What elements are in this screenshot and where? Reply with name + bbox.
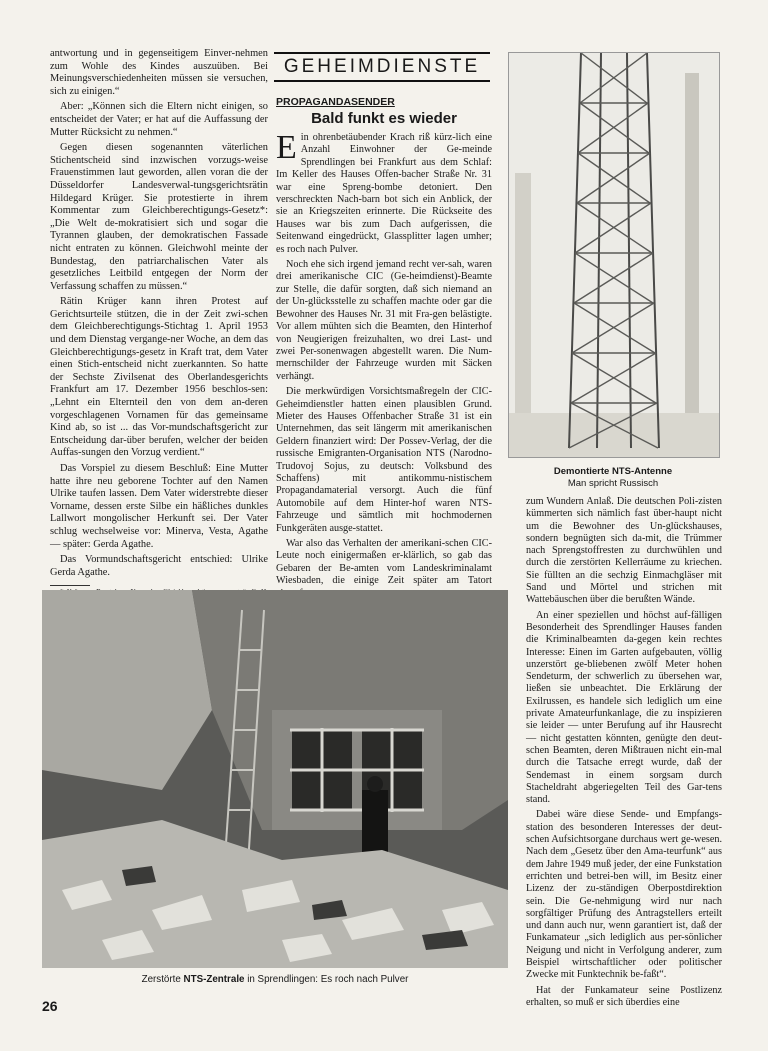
article-paragraph: War also das Verhalten der amerikani-schen CIC-Leute noch einigermaßen er-klärlich, so gab das Gebaren der Be-amten vom Landeskriminalamt Wiesbaden, die einige Zeit später am Tatort — [276, 538, 492, 587]
left-paragraph: Das Vorspiel zu diesem Beschluß: Eine Mutter hatte ihre neu geborene Tochter auf den Namen Ulrike taufen lassen. Dem Vater widerstrebte dieser Vorname, dessen erste Silbe ein häßliches dunkles Lallwort mongolischer Herkunft sei. Der Vater schlug wechselweise vor: Minerva, Vesta, Agathe — später: Gerda Agathe. — [50, 463, 268, 550]
house-caption-bold: NTS-Zentrale — [183, 974, 245, 985]
left-column — [50, 48, 268, 617]
article-headline: Bald funkt es wieder — [311, 110, 457, 127]
house-caption-post: in Sprendlingen: Es roch nach Pulver — [244, 974, 409, 985]
article-kicker: PROPAGANDASENDER — [276, 96, 395, 108]
antenna-caption — [508, 466, 718, 490]
house-caption — [42, 974, 508, 985]
section-title: GEHEIMDIENSTE — [283, 56, 481, 77]
left-paragraph: Gegen diesen sogenannten väterlichen Stichentscheid sind inzwischen vorzugs-weise Frauenstimmen laut geworden, allen voran die der Düsseldorfer Landesverwal-tungsgerichtsrätin Hildegard Krüger. Sie protestierte in ihrem Kommentar zum Gleichberechtigungs-Gesetz*: „Die Welt de-mokratisiert sich und sogar die Tyrannen glauben, der demokratischen Fassade nicht entraten zu können. Gleichwohl meinte der Bundestag, den patriarchalischen Vater als gesetzliches Leitbild entgegen der Norm der Verfassung schaffen zu müssen.“ — [50, 142, 268, 292]
right-paragraph: zum Wundern Anlaß. Die deutschen Poli-zisten kümmerten sich nämlich fast über-haupt nicht um die Bewohner des Un-glückshauses, sondern begnügten sich da-mit, die Trümmer nach Sprengstoffresten zu durchwühlen und durch die zerstörten Kellerräume zu kriechen. Sie füllten an die sechzig Einmachgläser mit Sand und Mörtel und strichen mit Wattebäuschen über die berußten Wände. — [526, 496, 722, 606]
left-paragraph: Das Vormundschaftsgericht entschied: Ulrike Gerda Agathe. — [50, 554, 268, 578]
footnote-rule — [50, 585, 90, 586]
right-column — [526, 496, 722, 1012]
left-paragraph: antwortung und in gegenseitigem Einver-nehmen zum Wohle des Kindes auszuüben. Bei Meinungsverschiedenheiten müssen sie versuchen, sich zu einigen.“ — [50, 48, 268, 97]
house-photo — [42, 590, 508, 968]
antenna-photo — [508, 52, 720, 458]
antenna-illustration — [509, 53, 719, 457]
right-paragraph: Hat der Funkamateur seine Postlizenz erhalten, so muß er sich überdies eine — [526, 984, 722, 1008]
article-paragraph: Die merkwürdigen Vorsichtsmaßregeln der CIC-Geheimdienstler hatten einen plausiblen Grund. Mieter des Hauses Offenbacher Straße 31 ist ein Unternehmen, das seit längerm mit amerikanischen Geldern finanziert wird: Der Possev-Verlag, der die russische Emigranten-Organisation NTS (Narodno-Trudovoj Sojus, zu deutsch: Volksbund des Schaffens) mit antikommu-nistischem Propagandamaterial versorgt. Auch die fünf Automobile auf dem Hinter-hof waren NTS-Fahrzeuge und sämtlich mit hochmodernen Funkgeräten ausge-stattet. — [276, 386, 492, 534]
article-paragraph: Noch ehe sich irgend jemand recht ver-sah, waren drei amerikanische CIC (Ge-heimdienst)-Beamte zur Stelle, die dafür sorgten, daß sich niemand an der Un-glücksstelle zu schaffen machte oder gar die Bewohner des Hauses Nr. 31 mit Fra-gen belästigte. Vor allem mühten sich die Beamten, den Hinterhof von Neugierigen freizuhalten, wo drei Last- und zwei Per-sonenwagen abgestellt waren. Die Num-mernschilder der Fahrzeuge wurden mit Säcken verhängt. — [276, 259, 492, 382]
section-header — [274, 52, 490, 82]
left-paragraph: Rätin Krüger kann ihren Protest auf Gerichtsurteile stützen, die in der Zeit zwi-schen dem Gleichberechtigungs-Stichtag 1. April 1953 und dem Dienstag vergange-ner Woche, an dem das Gleichberechtigungs-gesetz in Kraft trat, dem Vater einen Stich-entscheid nicht zuerkannten. So hatte der Sechste Zivilsenat des Oberlandesgerichts Frankfurt am 17. Dezember 1956 beschlos-sen: „Lehnt ein Elternteil den von dem an-deren vorgeschlagenen Vornamen für das gemeinsame Kind ab, so ist ... das Vor-mundschaftsgericht zur Entscheidung dar-über berufen, welcher der beiden Auffas-sungen den Vorzug verdient.“ — [50, 296, 268, 459]
house-caption-pre: Zerstörte — [141, 974, 184, 985]
lead-text: in ohrenbetäubender Krach riß kürz-lich eine Anzahl Einwohner der Ge-meinde Sprendlingen bei Frankfurt aus dem Schlaf: Im Keller des Hauses Offen-bacher Straße Nr. 31 war eine Spreng-bombe detoniert. Den verschreckten Nach-barn bot sich ein Anblick, der sie an Kriegszeiten erinnerte. Die Rückseite des Hauses war bis zum Dach aufgerissen, die Seitenwand eingedrückt, Glassplitter lagen umher; es roch nach Pulver. — [276, 132, 492, 255]
drop-cap: E — [276, 129, 297, 166]
house-illustration — [42, 590, 508, 968]
antenna-caption-subtitle: Man spricht Russisch — [567, 478, 659, 489]
right-paragraph: An einer speziellen und höchst auf-fälligen Besonderheit des Sprendlinger Hauses fanden die Kriminalbeamten da-gegen kein rechtes Interesse: Einen im Garten aufgebauten, völlig unzerstört ge-bliebenen zwölf Meter hohen Sendeturm, der schwerlich zu übersehen war, ließen sie unbeachtet. Die Erklärung der Exilrussen, es handele sich lediglich um eine private Amateurfunkanlage, die zu inspizieren sie leider — unter Berufung auf ihr Hausrecht — nicht gestatten könnten, genügte den deut-schen Beamten, deren Mißtrauen nicht ein-mal durch die Tatsache erregt wurde, daß der Sendemast in einem sorgsam durch Stacheldraht abgeriegelten Teil des Gar-tens stand. — [526, 609, 722, 806]
left-paragraph: Aber: „Können sich die Eltern nicht einigen, so entscheidet der Vater; er hat auf die Auffassung der Mutter Rücksicht zu nehmen.“ — [50, 101, 268, 138]
page-number: 26 — [42, 998, 58, 1014]
antenna-caption-title: Demontierte NTS-Antenne — [553, 466, 673, 477]
article-body — [276, 129, 492, 603]
article-lead — [276, 129, 492, 256]
right-paragraph: Dabei wäre diese Sende- und Empfangs-station des besonderen Interesses der deut-schen Aufsichtsorgane durchaus wert ge-wesen. Nach dem „Gesetz über den Ama-teurfunk“ aus dem Jahre 1949 muß jeder, der eine Funkstation errichten und betrei-ben will, im Besitz einer Lizenz der zu-ständigen Oberpostdirektion sein. Die Ge-nehmigung wird nur nach sorgfältiger Prüfung des Antragstellers erteilt und dann auch nur, wenn garantiert ist, daß der Funkamateur „sich lediglich aus per-sönlicher Neigung und nicht in Verfolgung anderer, zum Beispiel wirtschaftlicher oder politischer Zwecke mit Funktechnik be-faßt“. — [526, 809, 722, 981]
